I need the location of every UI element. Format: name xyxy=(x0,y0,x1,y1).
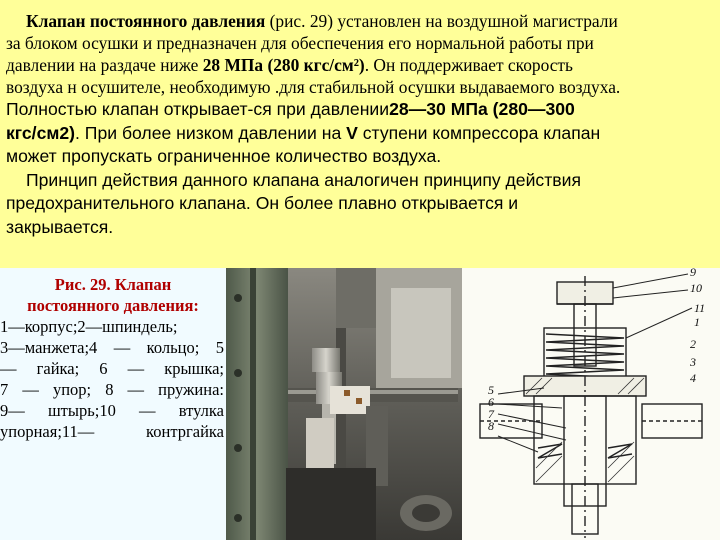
caption-line7: 9— штырь;10 — втулка xyxy=(0,401,224,420)
para3-line3: закрывается. xyxy=(6,216,114,237)
caption-line8: упорная;11— контргайка xyxy=(0,422,224,441)
valve-cross-section xyxy=(462,268,720,540)
para2-line2-mid: . При более низком давлении на xyxy=(75,122,347,143)
para1-line1 xyxy=(6,10,718,32)
body-text xyxy=(6,10,718,260)
caption-line5: — гайка; 6 — крышка; xyxy=(0,359,224,378)
caption-line3: 1—корпус;2—шпиндель; xyxy=(0,317,178,336)
para1-line3 xyxy=(6,54,718,76)
para3-line2: предохранительного клапана. Он более плавно открывается и xyxy=(6,193,519,213)
caption-line4: 3—манжета;4 — кольцо; 5 xyxy=(0,338,224,357)
para2-line1-pre: Полностью клапан открывает-ся при давлении xyxy=(6,99,390,119)
label-9: 9 xyxy=(690,268,696,279)
caption-title-line1: Рис. 29. Клапан xyxy=(54,275,172,294)
label-4: 4 xyxy=(690,371,696,385)
label-3: 3 xyxy=(690,355,696,369)
valve-photo xyxy=(226,268,462,540)
valve-cross-section-drawing xyxy=(462,268,720,540)
para1-pressure: 28 МПа (280 кгс/см²) xyxy=(202,55,365,75)
para1-line3-post: . Он поддерживает скорость xyxy=(364,55,573,75)
para1-line4: воздуха н осушителе, необходимую .для стабильной осушки выдаваемого воздуха. xyxy=(6,77,621,97)
para3-line1: Принцип действия данного клапана аналогичен принципу действия xyxy=(26,169,581,190)
para2-pressure: 28—30 МПа (280—300 xyxy=(389,99,575,119)
label-7: 7 xyxy=(488,407,494,421)
para1-line2: за блоком осушки и предназначен для обеспечения его нормальной работы при xyxy=(6,33,594,53)
label-5: 5 xyxy=(488,383,494,397)
figure-caption xyxy=(0,268,226,540)
para2-line2 xyxy=(6,122,718,146)
label-2: 2 xyxy=(690,337,696,351)
para2-stage: V xyxy=(346,122,358,143)
para1-line1-rest: (рис. 29) установлен на воздушной магистрали xyxy=(265,11,618,31)
valve-photo-image xyxy=(226,268,462,540)
para2-line3: может пропускать ограниченное количество воздуха. xyxy=(6,146,442,166)
caption-title-line2: постоянного давления: xyxy=(27,296,199,315)
label-10: 10 xyxy=(690,281,702,295)
label-1: 1 xyxy=(694,315,700,329)
label-6: 6 xyxy=(488,395,494,409)
label-8: 8 xyxy=(488,419,494,433)
caption-line6: 7 — упор; 8 — пружина: xyxy=(0,380,224,399)
para2-unit: кгс/см2) xyxy=(6,122,76,143)
para1-term: Клапан постоянного давления xyxy=(26,11,266,31)
label-11: 11 xyxy=(694,301,706,315)
para2-line1 xyxy=(6,98,718,122)
para2-line2-post: ступени компрессора клапан xyxy=(357,122,601,143)
para1-line3-pre: давлении на раздаче ниже xyxy=(6,55,203,75)
